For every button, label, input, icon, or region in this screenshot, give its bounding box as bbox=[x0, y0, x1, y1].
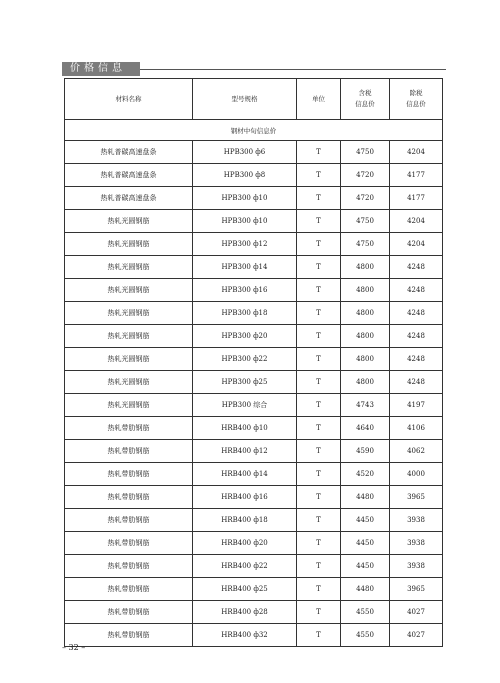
table-row bbox=[65, 578, 443, 601]
tax-excluded-price-cell: 4248 bbox=[390, 279, 443, 302]
tax-included-price-cell: 4590 bbox=[341, 440, 390, 463]
header-unit: 单位 bbox=[297, 79, 341, 120]
table-row bbox=[65, 302, 443, 325]
tax-excluded-price-cell: 4177 bbox=[390, 187, 443, 210]
material-cell: 热轧带肋钢筋 bbox=[65, 624, 193, 647]
tax-included-price-cell: 4450 bbox=[341, 509, 390, 532]
header-tax-excluded bbox=[390, 79, 443, 120]
table-row bbox=[65, 256, 443, 279]
unit-cell: T bbox=[297, 256, 341, 279]
tax-included-price-cell: 4480 bbox=[341, 486, 390, 509]
table-row bbox=[65, 187, 443, 210]
unit-cell: T bbox=[297, 624, 341, 647]
price-table bbox=[64, 78, 443, 647]
spec-cell: HPB300 ф25 bbox=[193, 371, 297, 394]
header-material: 材料名称 bbox=[65, 79, 193, 120]
spec-cell: HPB300 ф6 bbox=[193, 141, 297, 164]
page-number: – 32 – bbox=[62, 643, 86, 652]
table-row bbox=[65, 463, 443, 486]
spec-cell: HPB300 ф10 bbox=[193, 187, 297, 210]
table-row bbox=[65, 394, 443, 417]
tax-excluded-price-cell: 4062 bbox=[390, 440, 443, 463]
material-cell: 热轧普碳高速盘条 bbox=[65, 141, 193, 164]
spec-cell: HRB400 ф20 bbox=[193, 532, 297, 555]
subheading: 钢材中旬信息价 bbox=[65, 120, 443, 141]
price-table-container bbox=[64, 78, 442, 639]
tax-included-price-cell: 4800 bbox=[341, 279, 390, 302]
tax-included-price-cell: 4743 bbox=[341, 394, 390, 417]
unit-cell: T bbox=[297, 578, 341, 601]
unit-cell: T bbox=[297, 210, 341, 233]
unit-cell: T bbox=[297, 187, 341, 210]
spec-cell: HRB400 ф10 bbox=[193, 417, 297, 440]
material-cell: 热轧光圆钢筋 bbox=[65, 210, 193, 233]
table-row bbox=[65, 555, 443, 578]
material-cell: 热轧带肋钢筋 bbox=[65, 601, 193, 624]
table-header bbox=[65, 79, 443, 120]
table-row bbox=[65, 325, 443, 348]
spec-cell: HRB400 ф12 bbox=[193, 440, 297, 463]
material-cell: 热轧光圆钢筋 bbox=[65, 371, 193, 394]
header-tax-included-line1: 含税 bbox=[358, 89, 372, 97]
spec-cell: HPB300 ф18 bbox=[193, 302, 297, 325]
tax-excluded-price-cell: 4106 bbox=[390, 417, 443, 440]
material-cell: 热轧带肋钢筋 bbox=[65, 532, 193, 555]
unit-cell: T bbox=[297, 164, 341, 187]
tax-excluded-price-cell: 4204 bbox=[390, 233, 443, 256]
tax-included-price-cell: 4640 bbox=[341, 417, 390, 440]
tax-included-price-cell: 4450 bbox=[341, 532, 390, 555]
material-cell: 热轧带肋钢筋 bbox=[65, 417, 193, 440]
header-tax-included-line2: 信息价 bbox=[355, 100, 375, 108]
table-row bbox=[65, 509, 443, 532]
tax-excluded-price-cell: 3938 bbox=[390, 555, 443, 578]
tax-excluded-price-cell: 4248 bbox=[390, 302, 443, 325]
tax-excluded-price-cell: 4000 bbox=[390, 463, 443, 486]
tax-excluded-price-cell: 4027 bbox=[390, 624, 443, 647]
table-row bbox=[65, 417, 443, 440]
spec-cell: HRB400 ф18 bbox=[193, 509, 297, 532]
tax-excluded-price-cell: 4204 bbox=[390, 141, 443, 164]
unit-cell: T bbox=[297, 348, 341, 371]
table-row bbox=[65, 348, 443, 371]
material-cell: 热轧光圆钢筋 bbox=[65, 256, 193, 279]
tax-excluded-price-cell: 4248 bbox=[390, 325, 443, 348]
table-body bbox=[65, 120, 443, 647]
tax-excluded-price-cell: 4248 bbox=[390, 371, 443, 394]
unit-cell: T bbox=[297, 325, 341, 348]
spec-cell: HPB300 ф14 bbox=[193, 256, 297, 279]
unit-cell: T bbox=[297, 417, 341, 440]
table-row bbox=[65, 210, 443, 233]
material-cell: 热轧带肋钢筋 bbox=[65, 555, 193, 578]
material-cell: 热轧光圆钢筋 bbox=[65, 325, 193, 348]
tax-included-price-cell: 4750 bbox=[341, 233, 390, 256]
section-title: 价格信息 bbox=[62, 62, 140, 76]
tax-excluded-price-cell: 4204 bbox=[390, 210, 443, 233]
spec-cell: HRB400 ф25 bbox=[193, 578, 297, 601]
unit-cell: T bbox=[297, 141, 341, 164]
table-row bbox=[65, 601, 443, 624]
unit-cell: T bbox=[297, 233, 341, 256]
material-cell: 热轧普碳高速盘条 bbox=[65, 187, 193, 210]
table-row bbox=[65, 141, 443, 164]
material-cell: 热轧带肋钢筋 bbox=[65, 486, 193, 509]
header-row bbox=[65, 79, 443, 120]
table-row bbox=[65, 371, 443, 394]
material-cell: 热轧光圆钢筋 bbox=[65, 348, 193, 371]
material-cell: 热轧普碳高速盘条 bbox=[65, 164, 193, 187]
unit-cell: T bbox=[297, 394, 341, 417]
material-cell: 热轧带肋钢筋 bbox=[65, 463, 193, 486]
tax-included-price-cell: 4800 bbox=[341, 371, 390, 394]
tax-excluded-price-cell: 4248 bbox=[390, 348, 443, 371]
header-tax-included bbox=[341, 79, 390, 120]
spec-cell: HPB300 ф16 bbox=[193, 279, 297, 302]
spec-cell: HPB300 ф8 bbox=[193, 164, 297, 187]
spec-cell: HRB400 ф22 bbox=[193, 555, 297, 578]
tax-excluded-price-cell: 3965 bbox=[390, 578, 443, 601]
tax-excluded-price-cell: 4197 bbox=[390, 394, 443, 417]
spec-cell: HRB400 ф32 bbox=[193, 624, 297, 647]
spec-cell: HPB300 综合 bbox=[193, 394, 297, 417]
subheading-row bbox=[65, 120, 443, 141]
header-tax-excluded-line2: 信息价 bbox=[406, 100, 426, 108]
unit-cell: T bbox=[297, 486, 341, 509]
tax-included-price-cell: 4550 bbox=[341, 601, 390, 624]
unit-cell: T bbox=[297, 509, 341, 532]
header-tax-excluded-line1: 除税 bbox=[409, 89, 423, 97]
section-header bbox=[62, 62, 446, 76]
tax-included-price-cell: 4750 bbox=[341, 141, 390, 164]
tax-excluded-price-cell: 4248 bbox=[390, 256, 443, 279]
table-row bbox=[65, 532, 443, 555]
table-row bbox=[65, 440, 443, 463]
tax-included-price-cell: 4800 bbox=[341, 325, 390, 348]
table-row bbox=[65, 279, 443, 302]
table-row bbox=[65, 486, 443, 509]
tax-included-price-cell: 4520 bbox=[341, 463, 390, 486]
unit-cell: T bbox=[297, 440, 341, 463]
spec-cell: HRB400 ф16 bbox=[193, 486, 297, 509]
spec-cell: HPB300 ф10 bbox=[193, 210, 297, 233]
tax-included-price-cell: 4480 bbox=[341, 578, 390, 601]
section-divider bbox=[140, 69, 446, 70]
material-cell: 热轧光圆钢筋 bbox=[65, 279, 193, 302]
tax-included-price-cell: 4750 bbox=[341, 210, 390, 233]
tax-included-price-cell: 4450 bbox=[341, 555, 390, 578]
material-cell: 热轧带肋钢筋 bbox=[65, 440, 193, 463]
spec-cell: HRB400 ф14 bbox=[193, 463, 297, 486]
unit-cell: T bbox=[297, 302, 341, 325]
unit-cell: T bbox=[297, 371, 341, 394]
unit-cell: T bbox=[297, 555, 341, 578]
spec-cell: HPB300 ф20 bbox=[193, 325, 297, 348]
material-cell: 热轧带肋钢筋 bbox=[65, 509, 193, 532]
tax-included-price-cell: 4800 bbox=[341, 302, 390, 325]
tax-excluded-price-cell: 3938 bbox=[390, 532, 443, 555]
tax-included-price-cell: 4720 bbox=[341, 164, 390, 187]
spec-cell: HRB400 ф28 bbox=[193, 601, 297, 624]
table-row bbox=[65, 233, 443, 256]
tax-excluded-price-cell: 4177 bbox=[390, 164, 443, 187]
spec-cell: HPB300 ф22 bbox=[193, 348, 297, 371]
unit-cell: T bbox=[297, 463, 341, 486]
tax-included-price-cell: 4550 bbox=[341, 624, 390, 647]
material-cell: 热轧光圆钢筋 bbox=[65, 302, 193, 325]
material-cell: 热轧带肋钢筋 bbox=[65, 578, 193, 601]
tax-excluded-price-cell: 4027 bbox=[390, 601, 443, 624]
header-spec: 型号规格 bbox=[193, 79, 297, 120]
tax-excluded-price-cell: 3965 bbox=[390, 486, 443, 509]
table-row bbox=[65, 624, 443, 647]
tax-excluded-price-cell: 3938 bbox=[390, 509, 443, 532]
unit-cell: T bbox=[297, 279, 341, 302]
unit-cell: T bbox=[297, 601, 341, 624]
tax-included-price-cell: 4800 bbox=[341, 256, 390, 279]
tax-included-price-cell: 4800 bbox=[341, 348, 390, 371]
spec-cell: HPB300 ф12 bbox=[193, 233, 297, 256]
material-cell: 热轧光圆钢筋 bbox=[65, 233, 193, 256]
material-cell: 热轧光圆钢筋 bbox=[65, 394, 193, 417]
tax-included-price-cell: 4720 bbox=[341, 187, 390, 210]
unit-cell: T bbox=[297, 532, 341, 555]
table-row bbox=[65, 164, 443, 187]
